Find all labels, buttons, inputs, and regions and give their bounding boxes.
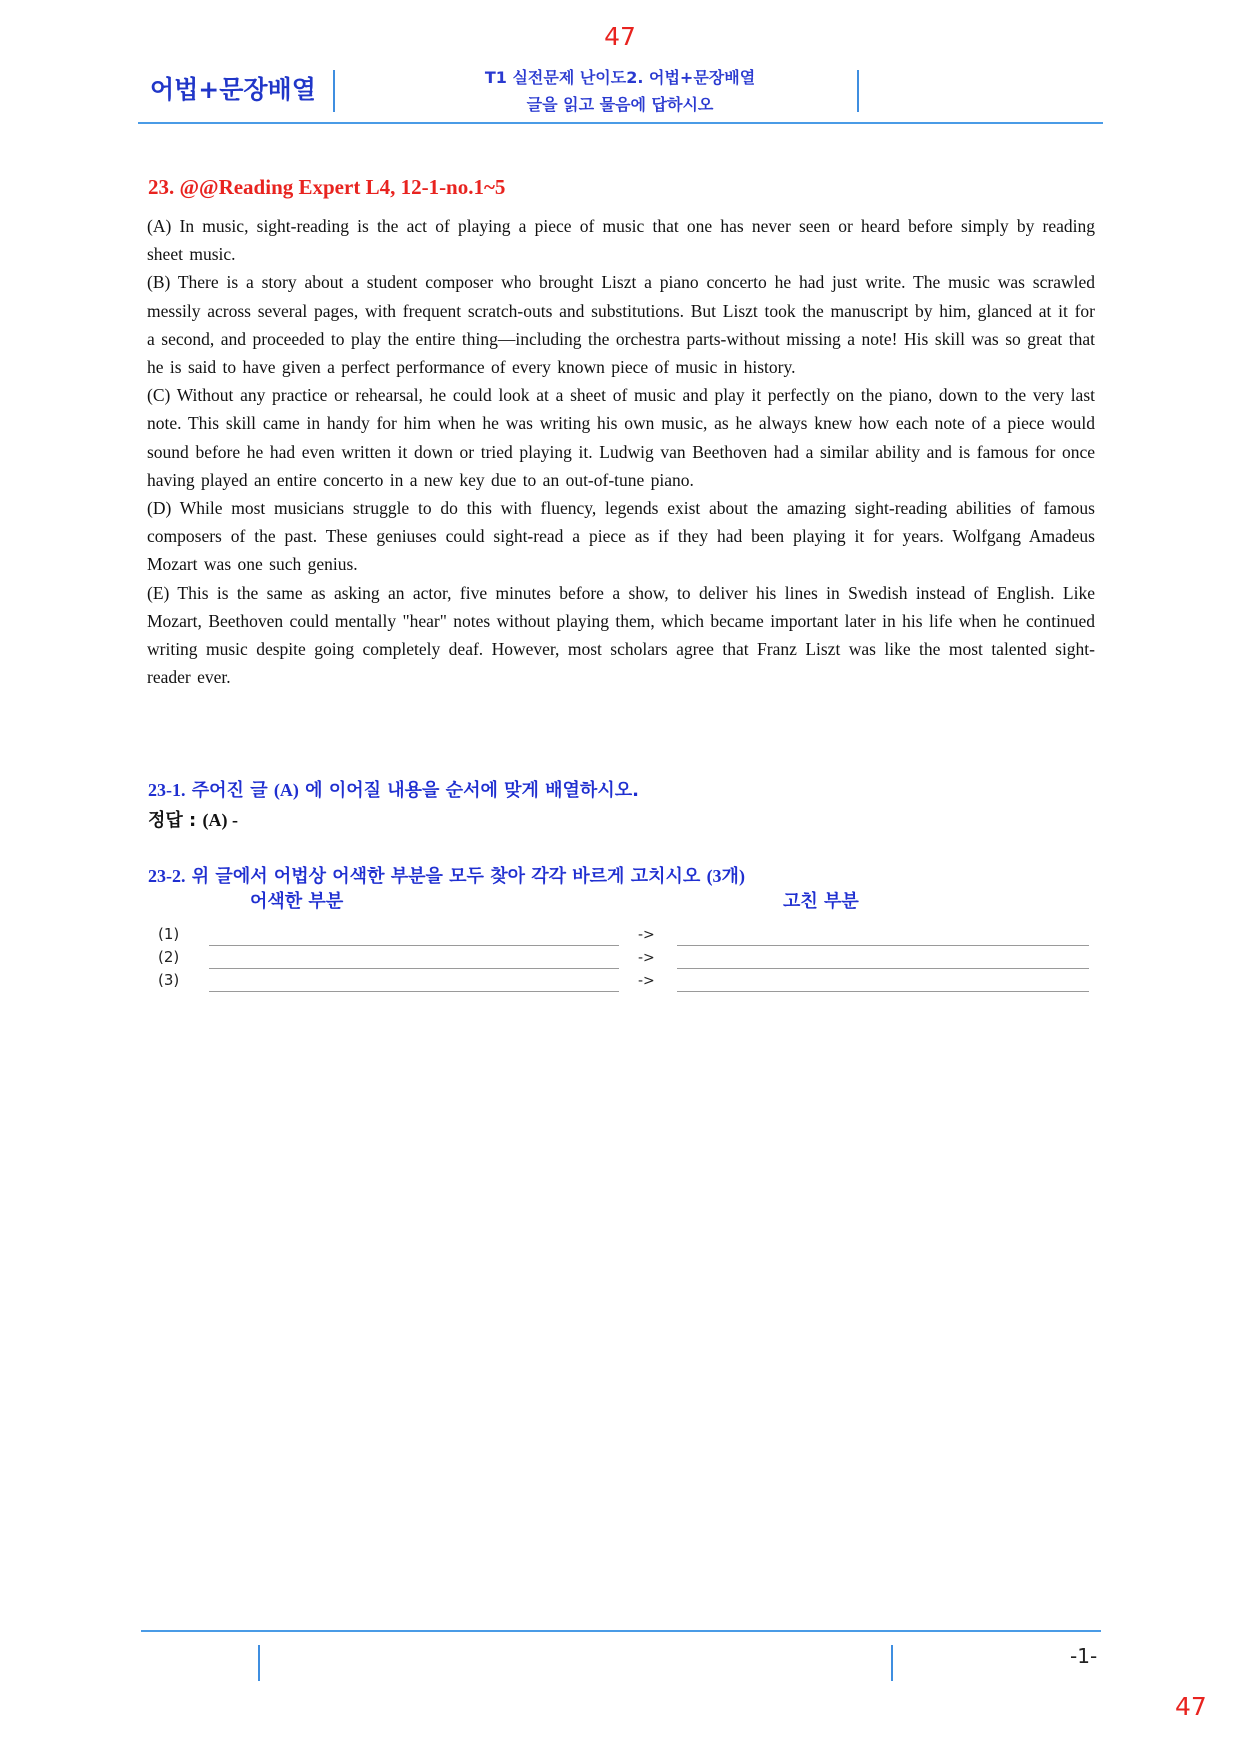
blank-fixed-3[interactable]: [677, 991, 1089, 992]
row-label-3: (3): [158, 971, 180, 989]
row-label-2: (2): [158, 948, 180, 966]
subquestion-2-number: 23-2.: [148, 866, 186, 886]
row-label-1: (1): [158, 925, 180, 943]
header-subtitle: [345, 64, 895, 118]
header-rule: [138, 122, 1103, 124]
subquestion-2-text: 위 글에서 어법상 어색한 부분을 모두 찾아 각각 바르게 고치시오: [191, 866, 701, 887]
subquestion-1: [148, 776, 639, 802]
header-subtitle-line2: 글을 읽고 물음에 답하시오: [526, 95, 714, 114]
blank-fixed-2[interactable]: [677, 968, 1089, 969]
subquestion-2: [148, 862, 745, 888]
paragraph-b: (B) There is a story about a student composer who brought Liszt a piano concerto he had just write. The music was scrawled messily across several pages, with frequent scratch-outs and substitutions. But Liszt took the manuscript by him, glanced at it for a second, and proceeded to play the entire thing—including the orchestra parts-without missing a note! His skill was so great that he is said to have given a perfect performance of every known piece of music in history.: [147, 272, 1095, 378]
blank-wrong-2[interactable]: [209, 968, 619, 969]
passage: [147, 212, 1095, 691]
column-header-fixed: 고친 부분: [783, 891, 859, 912]
subquestion-2-paren: (3개): [706, 866, 745, 886]
arrow-1: ->: [638, 927, 655, 943]
column-header-wrong: 어색한 부분: [250, 891, 344, 912]
paragraph-c: (C) Without any practice or rehearsal, he could look at a sheet of music and play it perfectly on the piano, down to the very last note. This skill came in handy for him when he was writing his own music, as he always knew how each note of a piece would sound before he had even written it down or tried playing it. Ludwig van Beethoven had a similar ability and is famous for once having played an entire concerto in a new key due to an out-of-tune piano.: [147, 385, 1095, 490]
subquestion-1-text-a: 주어진 글: [191, 780, 268, 801]
header-subtitle-line1: T1 실전문제 난이도2. 어법+문장배열: [484, 68, 756, 87]
paragraph-d: (D) While most musicians struggle to do this with fluency, legends exist about the amazing sight-reading abilities of famous composers of the past. These geniuses could sight-read a piece as if they had been playing it for years. Wolfgang Amadeus Mozart was one such genius.: [147, 498, 1095, 575]
arrow-2: ->: [638, 950, 655, 966]
header-divider-left: [333, 70, 335, 112]
subquestion-1-text-b: 에 이어질 내용을 순서에 맞게 배열하시오.: [305, 780, 639, 801]
arrow-3: ->: [638, 973, 655, 989]
answer-label: 정답 :: [148, 810, 197, 831]
page-number-top: 47: [604, 22, 636, 51]
footer-divider-right: [891, 1645, 893, 1681]
blank-wrong-3[interactable]: [209, 991, 619, 992]
header-divider-right: [857, 70, 859, 112]
footer-divider-left: [258, 1645, 260, 1681]
answer-line: [148, 806, 238, 832]
question-title: 23. @@Reading Expert L4, 12-1-no.1~5: [148, 175, 506, 199]
corner-page-number: 47: [1175, 1692, 1207, 1721]
subquestion-1-number: 23-1.: [148, 780, 186, 800]
footer-page-label: -1-: [1070, 1644, 1098, 1668]
answer-value: (A) -: [202, 810, 239, 830]
blank-fixed-1[interactable]: [677, 945, 1089, 946]
blank-wrong-1[interactable]: [209, 945, 619, 946]
paragraph-e: (E) This is the same as asking an actor, five minutes before a show, to deliver his lines in Swedish instead of English. Like Mozart, Beethoven could mentally "hear" notes without playing them, which became important later in his life when he continued writing music despite going completely deaf. However, most scholars agree that Franz Liszt was like the most talented sight-reader ever.: [147, 582, 1095, 688]
footer-rule: [141, 1630, 1101, 1632]
section-title: 어법+문장배열: [150, 75, 316, 104]
paragraph-a: (A) In music, sight-reading is the act of playing a piece of music that one has never seen or heard before simply by reading sheet music.: [147, 216, 1095, 265]
subquestion-1-paren: (A): [273, 780, 299, 800]
